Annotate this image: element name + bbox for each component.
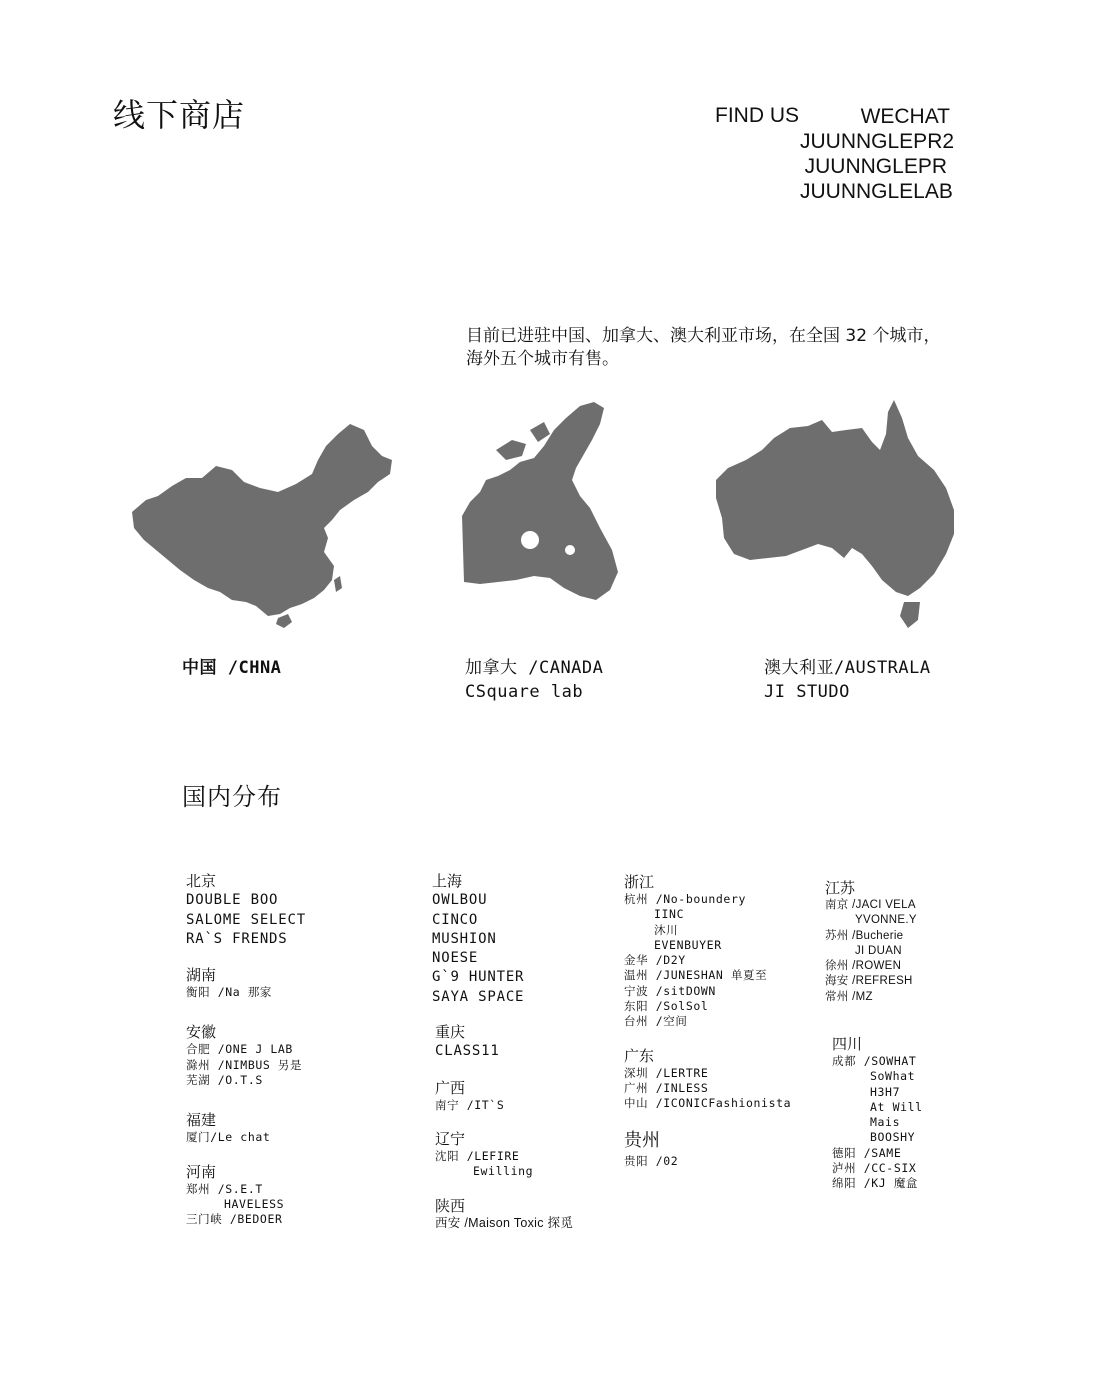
province-name: 安徽 — [186, 1023, 217, 1042]
country-label: 加拿大 /CANADA — [465, 658, 604, 678]
china-map — [128, 420, 396, 630]
store-item: 合肥 /ONE J LAB — [186, 1042, 293, 1057]
store-item: 泸州 /CC-SIX — [832, 1161, 917, 1176]
country-australia — [764, 656, 931, 704]
store-item: 海安 /REFRESH — [825, 975, 913, 988]
store-item: 西安 /Maison Toxic 探觅 — [435, 1215, 574, 1230]
province-name: 江苏 — [825, 879, 856, 897]
store-item: Ewilling — [473, 1164, 534, 1179]
canada-map — [460, 400, 622, 610]
region-column-2 — [432, 872, 612, 1231]
wechat-id[interactable]: JUUNNGLEPR — [804, 155, 947, 178]
region-column-4b — [832, 1034, 982, 1192]
store-item: 沈阳 /LEFIRE — [435, 1148, 520, 1163]
store-item: IINC — [654, 907, 685, 922]
province-name: 北京 — [186, 872, 217, 890]
store-item: JI DUAN — [855, 944, 902, 957]
store-item: MUSHION — [432, 930, 497, 947]
store-item: SoWhat — [870, 1069, 916, 1084]
store-item: 厦门/Le chat — [186, 1130, 271, 1145]
province-name: 广东 — [624, 1046, 655, 1065]
store-item: 南京 /JACI VELA — [825, 899, 916, 911]
store-name: JI STUDO — [764, 682, 850, 702]
store-item: YVONNE.Y — [855, 914, 917, 927]
store-item: H3H7 — [870, 1084, 901, 1099]
store-item: 绵阳 /KJ 魔盒 — [832, 1176, 919, 1191]
store-item: 滁州 /NIMBUS 另是 — [186, 1057, 303, 1072]
store-item: 三门峡 /BEDOER — [186, 1212, 283, 1227]
store-item: 徐州 /ROWEN — [825, 960, 902, 973]
province-name: 浙江 — [624, 873, 655, 891]
store-item: 南宁 /IT`S — [435, 1097, 505, 1112]
region-column-1 — [186, 872, 416, 1228]
store-item: HAVELESS — [224, 1196, 285, 1211]
country-label: 澳大利亚/AUSTRALA — [764, 658, 931, 678]
country-canada — [465, 656, 603, 704]
intro-text — [466, 325, 966, 371]
store-item: BOOSHY — [870, 1130, 916, 1145]
region-column-3 — [624, 872, 814, 1169]
province-name: 广西 — [435, 1078, 466, 1097]
store-item: 郑州 /S.E.T — [186, 1181, 263, 1196]
store-item: RA`S FRENDS — [186, 930, 288, 947]
wechat-id[interactable]: JUUNNGLELAB — [800, 180, 953, 203]
province-name: 重庆 — [435, 1023, 466, 1042]
store-item: 常州 /MZ — [825, 990, 873, 1003]
store-item: EVENBUYER — [654, 937, 722, 952]
intro-line: 目前已进驻中国、加拿大、澳大利亚市场，在全国 32 个城市， — [466, 326, 941, 346]
store-item: 德阳 /SAME — [832, 1145, 902, 1160]
store-item: G`9 HUNTER — [432, 969, 525, 986]
province-name: 辽宁 — [435, 1129, 466, 1148]
region-column-4 — [825, 878, 975, 1005]
province-name: 贵州 — [624, 1129, 660, 1151]
wechat-block — [800, 104, 955, 204]
store-item: 宁波 /sitDOWN — [624, 983, 716, 998]
store-item: 金华 /D2Y — [624, 953, 686, 968]
domestic-title: 国内分布 — [182, 783, 282, 811]
store-item: Mais — [870, 1115, 901, 1130]
wechat-label: WECHAT — [860, 105, 950, 128]
country-label: 中国 /CHNA — [182, 658, 282, 678]
store-item: SALOME SELECT — [186, 911, 306, 928]
page-title: 线下商店 — [113, 96, 246, 134]
store-name: CSquare lab — [465, 682, 584, 702]
store-item: SAYA SPACE — [432, 988, 525, 1005]
store-item: 苏州 /Bucherie — [825, 929, 904, 942]
store-item: 衡阳 /Na 那家 — [186, 985, 273, 1000]
store-item: 台州 /空间 — [624, 1014, 688, 1029]
store-item: 沐川 — [654, 922, 679, 937]
store-item: 东阳 /SolSol — [624, 999, 709, 1014]
store-item: 广州 /INLESS — [624, 1080, 709, 1095]
intro-line: 海外五个城市有售。 — [466, 349, 619, 369]
store-item: 芜湖 /O.T.S — [186, 1073, 263, 1088]
store-item: DOUBLE BOO — [186, 892, 279, 909]
province-name: 陕西 — [435, 1196, 466, 1215]
store-item: 深圳 /LERTRE — [624, 1065, 709, 1080]
store-item: At Will — [870, 1099, 923, 1114]
province-name: 四川 — [832, 1035, 863, 1053]
store-item: 温州 /JUNESHAN 单夏至 — [624, 968, 768, 983]
province-name: 河南 — [186, 1162, 217, 1181]
province-name: 上海 — [432, 872, 463, 890]
store-item: 成都 /SOWHAT — [832, 1054, 917, 1068]
store-item: OWLBOU — [432, 892, 488, 909]
wechat-id[interactable]: JUUNNGLEPR2 — [800, 130, 955, 153]
find-us-label: FIND US — [715, 104, 799, 127]
province-name: 福建 — [186, 1111, 217, 1130]
store-item: 中山 /ICONICFashionista — [624, 1096, 792, 1111]
australia-map — [712, 398, 958, 634]
country-china — [182, 656, 281, 680]
province-name: 湖南 — [186, 966, 217, 985]
store-item: 杭州 /No-boundery — [624, 892, 747, 906]
store-item: 贵阳 /02 — [624, 1153, 679, 1168]
store-item: CLASS11 — [435, 1043, 500, 1060]
store-item: CINCO — [432, 911, 479, 928]
store-item: NOESE — [432, 950, 479, 967]
